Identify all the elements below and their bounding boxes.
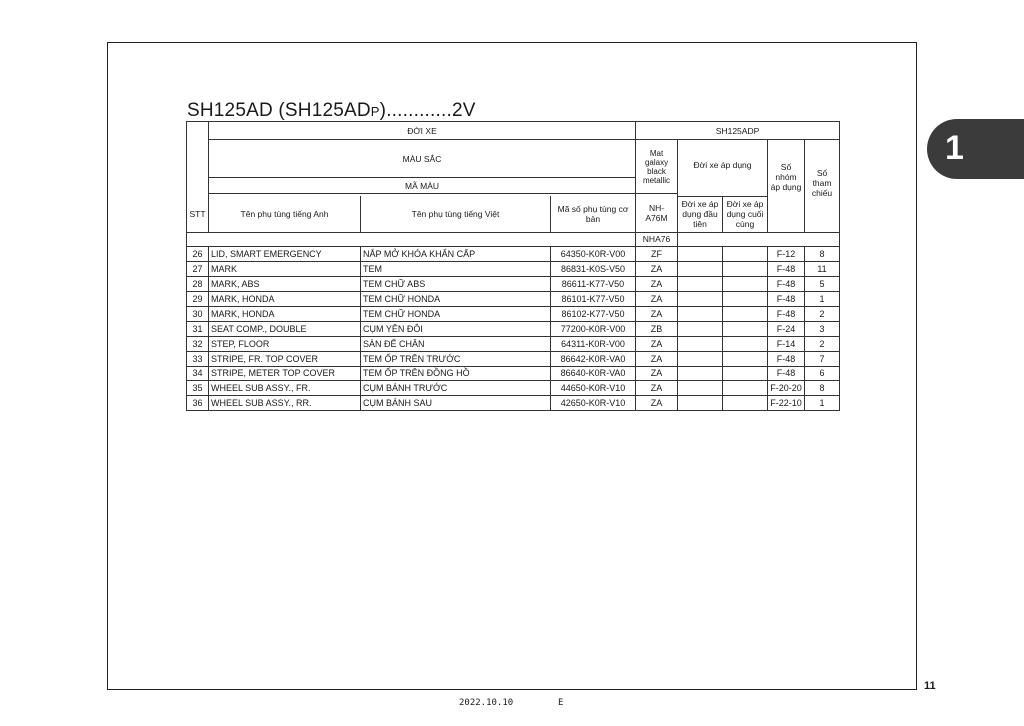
cell-group: F-48 [768, 292, 805, 307]
cell-group: F-48 [768, 366, 805, 381]
table-row [187, 396, 840, 411]
cell-color: ZA [636, 396, 678, 411]
cell-first [678, 292, 723, 307]
stt-header-top [187, 122, 209, 197]
doi-xe-ap-dung-header: Đời xe áp dụng [678, 140, 768, 197]
cell-ref: 5 [805, 277, 840, 292]
ten-anh-header: Tên phụ tùng tiếng Anh [209, 196, 361, 232]
cell-vi: TEM ỐP TRÊN ĐỒNG HỒ [361, 366, 551, 381]
cell-group: F-24 [768, 321, 805, 336]
section-tab-label: 1 [945, 129, 964, 167]
cell-ref: 7 [805, 351, 840, 366]
cell-code: 86101-K77-V50 [551, 292, 636, 307]
cell-vi: CỤM BÁNH TRƯỚC [361, 381, 551, 396]
cell-code: 44650-K0R-V10 [551, 381, 636, 396]
nha76-header: NHA76 [636, 232, 678, 247]
cell-color: ZA [636, 366, 678, 381]
page-number: 11 [924, 680, 936, 692]
cell-group: F-14 [768, 336, 805, 351]
cell-color: ZA [636, 381, 678, 396]
cell-group: F-20-20 [768, 381, 805, 396]
cell-en: WHEEL SUB ASSY., FR. [209, 381, 361, 396]
cell-code: 86102-K77-V50 [551, 306, 636, 321]
ten-viet-header: Tên phụ tùng tiếng Việt [361, 196, 551, 232]
model-header: SH125ADP [636, 122, 840, 140]
cell-ref: 2 [805, 336, 840, 351]
cell-ref: 1 [805, 292, 840, 307]
section-tab[interactable] [927, 119, 1024, 179]
cell-first [678, 381, 723, 396]
cell-vi: TEM CHỮ HONDA [361, 306, 551, 321]
cell-stt: 29 [187, 292, 209, 307]
footer-date: 2022.10.10 [459, 698, 514, 708]
cell-color: ZA [636, 262, 678, 277]
cell-stt: 32 [187, 336, 209, 351]
cell-first [678, 277, 723, 292]
cell-vi: SÀN ĐỂ CHÂN [361, 336, 551, 351]
cell-color: ZF [636, 247, 678, 262]
table-row [187, 306, 840, 321]
table-row [187, 262, 840, 277]
cell-vi: TEM [361, 262, 551, 277]
cell-code: 64350-K0R-V00 [551, 247, 636, 262]
stt-header: STT [187, 196, 209, 232]
cell-code: 42650-K0R-V10 [551, 396, 636, 411]
cell-stt: 34 [187, 366, 209, 381]
cell-first [678, 336, 723, 351]
cell-last [723, 366, 768, 381]
color-code-header: NH-A76M [636, 194, 678, 233]
cell-ref: 8 [805, 247, 840, 262]
table-row [187, 292, 840, 307]
cell-last [723, 262, 768, 277]
cell-stt: 30 [187, 306, 209, 321]
cell-group: F-48 [768, 262, 805, 277]
cell-color: ZB [636, 321, 678, 336]
table-row [187, 321, 840, 336]
cell-last [723, 277, 768, 292]
cell-stt: 35 [187, 381, 209, 396]
cell-last [723, 336, 768, 351]
cell-ref: 6 [805, 366, 840, 381]
cell-stt: 33 [187, 351, 209, 366]
cell-code: 86640-K0R-VA0 [551, 366, 636, 381]
color-name-header: Mat galaxy black metallic [636, 140, 678, 194]
cell-stt: 27 [187, 262, 209, 277]
cell-vi: CỤM BÁNH SAU [361, 396, 551, 411]
so-tham-chieu-header: Số tham chiếu [805, 140, 840, 233]
cell-en: MARK, HONDA [209, 292, 361, 307]
page-title: SH125AD (SH125ADP)............2V [187, 100, 476, 121]
cell-last [723, 321, 768, 336]
cell-first [678, 396, 723, 411]
cell-en: SEAT COMP., DOUBLE [209, 321, 361, 336]
table-row [187, 351, 840, 366]
cell-stt: 31 [187, 321, 209, 336]
parts-table [186, 121, 840, 411]
doi-cuoi-header: Đời xe áp dụng cuối cùng [723, 196, 768, 232]
doi-dau-header: Đời xe áp dụng đầu tiên [678, 196, 723, 232]
ma-so-header: Mã số phụ tùng cơ bản [551, 196, 636, 232]
table-row [187, 381, 840, 396]
mau-sac-header: MÀU SẮC [209, 140, 636, 178]
cell-last [723, 381, 768, 396]
cell-last [723, 306, 768, 321]
cell-first [678, 321, 723, 336]
cell-stt: 28 [187, 277, 209, 292]
cell-vi: TEM ỐP TRÊN TRƯỚC [361, 351, 551, 366]
cell-group: F-48 [768, 277, 805, 292]
cell-group: F-12 [768, 247, 805, 262]
cell-en: LID, SMART EMERGENCY [209, 247, 361, 262]
cell-first [678, 247, 723, 262]
cell-color: ZA [636, 351, 678, 366]
cell-ref: 8 [805, 381, 840, 396]
cell-code: 64311-K0R-V00 [551, 336, 636, 351]
cell-stt: 26 [187, 247, 209, 262]
cell-vi: NẮP MỞ KHÓA KHẨN CẤP [361, 247, 551, 262]
cell-last [723, 292, 768, 307]
cell-first [678, 262, 723, 277]
cell-group: F-22-10 [768, 396, 805, 411]
cell-first [678, 351, 723, 366]
doi-xe-header: ĐỜI XE [209, 122, 636, 140]
cell-last [723, 396, 768, 411]
footer-code: E [558, 698, 564, 708]
cell-code: 86831-K0S-V50 [551, 262, 636, 277]
cell-group: F-48 [768, 351, 805, 366]
cell-group: F-48 [768, 306, 805, 321]
cell-en: MARK, HONDA [209, 306, 361, 321]
cell-first [678, 306, 723, 321]
cell-color: ZA [636, 292, 678, 307]
table-row [187, 336, 840, 351]
table-row [187, 366, 840, 381]
cell-code: 86611-K77-V50 [551, 277, 636, 292]
cell-en: WHEEL SUB ASSY., RR. [209, 396, 361, 411]
cell-en: STRIPE, METER TOP COVER [209, 366, 361, 381]
cell-color: ZA [636, 306, 678, 321]
cell-en: MARK, ABS [209, 277, 361, 292]
cell-ref: 11 [805, 262, 840, 277]
cell-en: STRIPE, FR. TOP COVER [209, 351, 361, 366]
ma-mau-header: MÃ MÀU [209, 178, 636, 194]
cell-en: STEP, FLOOR [209, 336, 361, 351]
cell-ref: 2 [805, 306, 840, 321]
cell-color: ZA [636, 336, 678, 351]
table-row [187, 247, 840, 262]
cell-en: MARK [209, 262, 361, 277]
cell-stt: 36 [187, 396, 209, 411]
cell-code: 77200-K0R-V00 [551, 321, 636, 336]
cell-ref: 3 [805, 321, 840, 336]
cell-ref: 1 [805, 396, 840, 411]
cell-vi: CỤM YÊN ĐÔI [361, 321, 551, 336]
table-row [187, 277, 840, 292]
cell-vi: TEM CHỮ HONDA [361, 292, 551, 307]
cell-last [723, 247, 768, 262]
so-nhom-header: Số nhóm áp dụng [768, 140, 805, 233]
cell-code: 86642-K0R-VA0 [551, 351, 636, 366]
cell-first [678, 366, 723, 381]
cell-color: ZA [636, 277, 678, 292]
cell-vi: TEM CHỮ ABS [361, 277, 551, 292]
cell-last [723, 351, 768, 366]
